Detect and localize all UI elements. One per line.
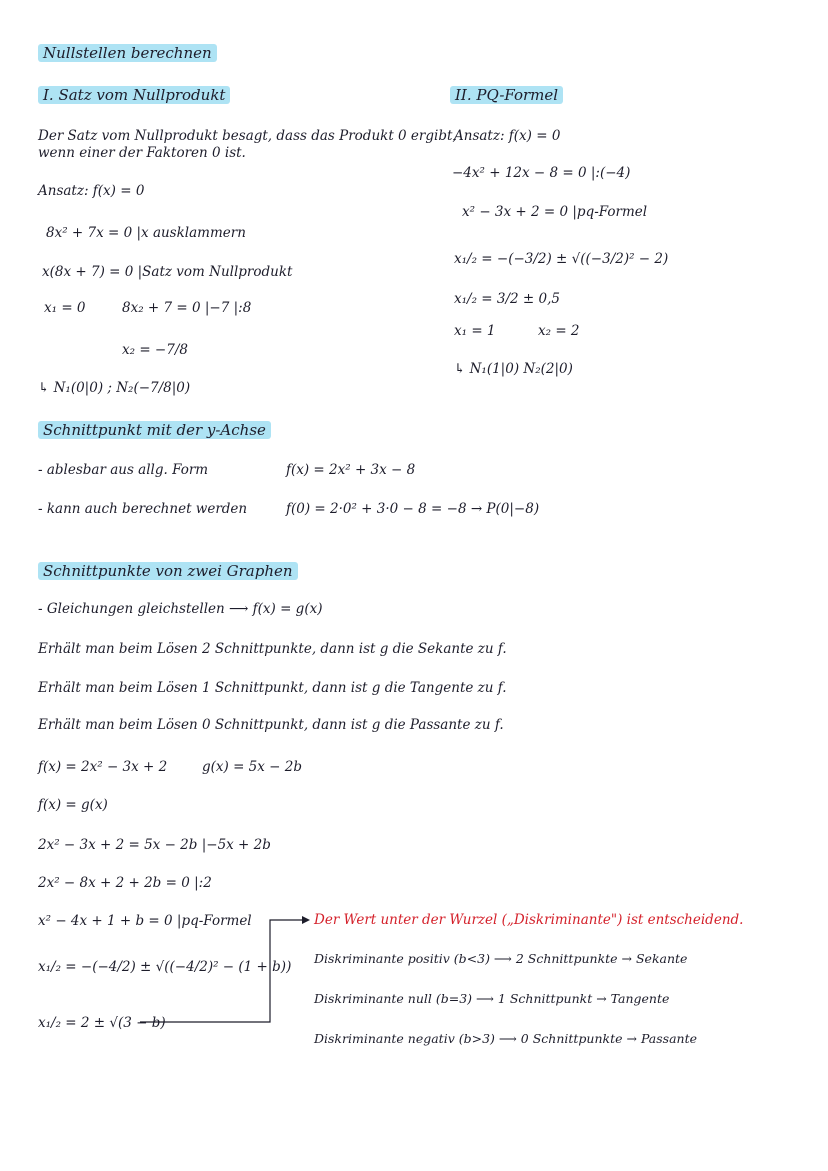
graph-eq3: 2x² − 8x + 2 + 2b = 0 |:2: [38, 875, 212, 891]
heading-pq-formel: II. PQ-Formel: [450, 86, 563, 104]
y-line1: - ablesbar aus allg. Form: [38, 462, 209, 478]
graph-eq5: x₁/₂ = −(−4/2) ± √((−4/2)² − (1 + b)): [38, 959, 292, 975]
graph-eq6: x₁/₂ = 2 ± √(3 − b): [38, 1015, 166, 1031]
nullprodukt-eq2: x(8x + 7) = 0 |Satz vom Nullprodukt: [42, 264, 293, 280]
pq-eq1: −4x² + 12x − 8 = 0 |:(−4): [452, 165, 631, 181]
graph-line2: Erhält man beim Lösen 2 Schnittpunkte, dann ist g die Sekante zu f.: [38, 641, 507, 657]
pq-eq3: x₁/₂ = −(−3/2) ± √((−3/2)² − 2): [454, 251, 669, 267]
nullprodukt-ansatz: Ansatz: f(x) = 0: [38, 183, 145, 199]
y-eq1: f(x) = 2x² + 3x − 8: [286, 462, 416, 478]
nullprodukt-result: ↳ N₁(0|0) ; N₂(−7/8|0): [38, 380, 191, 396]
page-title: Nullstellen berechnen: [38, 44, 217, 62]
nullprodukt-eq4: x₂ = −7/8: [122, 342, 188, 358]
pq-eq2: x² − 3x + 2 = 0 |pq-Formel: [462, 204, 648, 220]
graph-eq4: x² − 4x + 1 + b = 0 |pq-Formel: [38, 913, 252, 929]
graph-g-def: g(x) = 5x − 2b: [202, 759, 303, 775]
y-line2: - kann auch berechnet werden: [38, 501, 248, 517]
pq-ansatz: Ansatz: f(x) = 0: [454, 128, 561, 144]
graph-eq2: 2x² − 3x + 2 = 5x − 2b |−5x + 2b: [38, 837, 271, 853]
graph-eq1: f(x) = g(x): [38, 797, 108, 813]
nullprodukt-eq3a: x₁ = 0: [44, 300, 86, 316]
graph-f-def: f(x) = 2x² − 3x + 2: [38, 759, 168, 775]
nullprodukt-eq1: 8x² + 7x = 0 |x ausklammern: [46, 225, 246, 241]
heading-y-achse: Schnittpunkt mit der y-Achse: [38, 421, 271, 439]
graph-line3: Erhält man beim Lösen 1 Schnittpunkt, dann ist g die Tangente zu f.: [38, 680, 507, 696]
discriminant-note: Der Wert unter der Wurzel („Diskriminante") ist entscheidend.: [314, 912, 744, 928]
pq-result: ↳ N₁(1|0) N₂(2|0): [454, 361, 573, 377]
nullprodukt-eq3b: 8x₂ + 7 = 0 |−7 |:8: [122, 300, 252, 316]
pq-eq5b: x₂ = 2: [538, 323, 580, 339]
nullprodukt-intro-2: wenn einer der Faktoren 0 ist.: [38, 145, 246, 161]
heading-schnittpunkte: Schnittpunkte von zwei Graphen: [38, 562, 298, 580]
case-zero: Diskriminante null (b=3) ⟶ 1 Schnittpunkt → Tangente: [314, 991, 670, 1006]
pq-eq5a: x₁ = 1: [454, 323, 496, 339]
nullprodukt-intro-1: Der Satz vom Nullprodukt besagt, dass das Produkt 0 ergibt,: [38, 128, 457, 144]
case-negative: Diskriminante negativ (b>3) ⟶ 0 Schnittpunkte → Passante: [314, 1031, 697, 1046]
pq-eq4: x₁/₂ = 3/2 ± 0,5: [454, 291, 560, 307]
y-eq2: f(0) = 2·0² + 3·0 − 8 = −8 → P(0|−8): [286, 501, 540, 517]
graph-line1: - Gleichungen gleichstellen ⟶ f(x) = g(x): [38, 601, 323, 617]
graph-line4: Erhält man beim Lösen 0 Schnittpunkt, dann ist g die Passante zu f.: [38, 717, 504, 733]
heading-nullprodukt: I. Satz vom Nullprodukt: [38, 86, 230, 104]
case-positive: Diskriminante positiv (b<3) ⟶ 2 Schnittpunkte → Sekante: [314, 951, 688, 966]
